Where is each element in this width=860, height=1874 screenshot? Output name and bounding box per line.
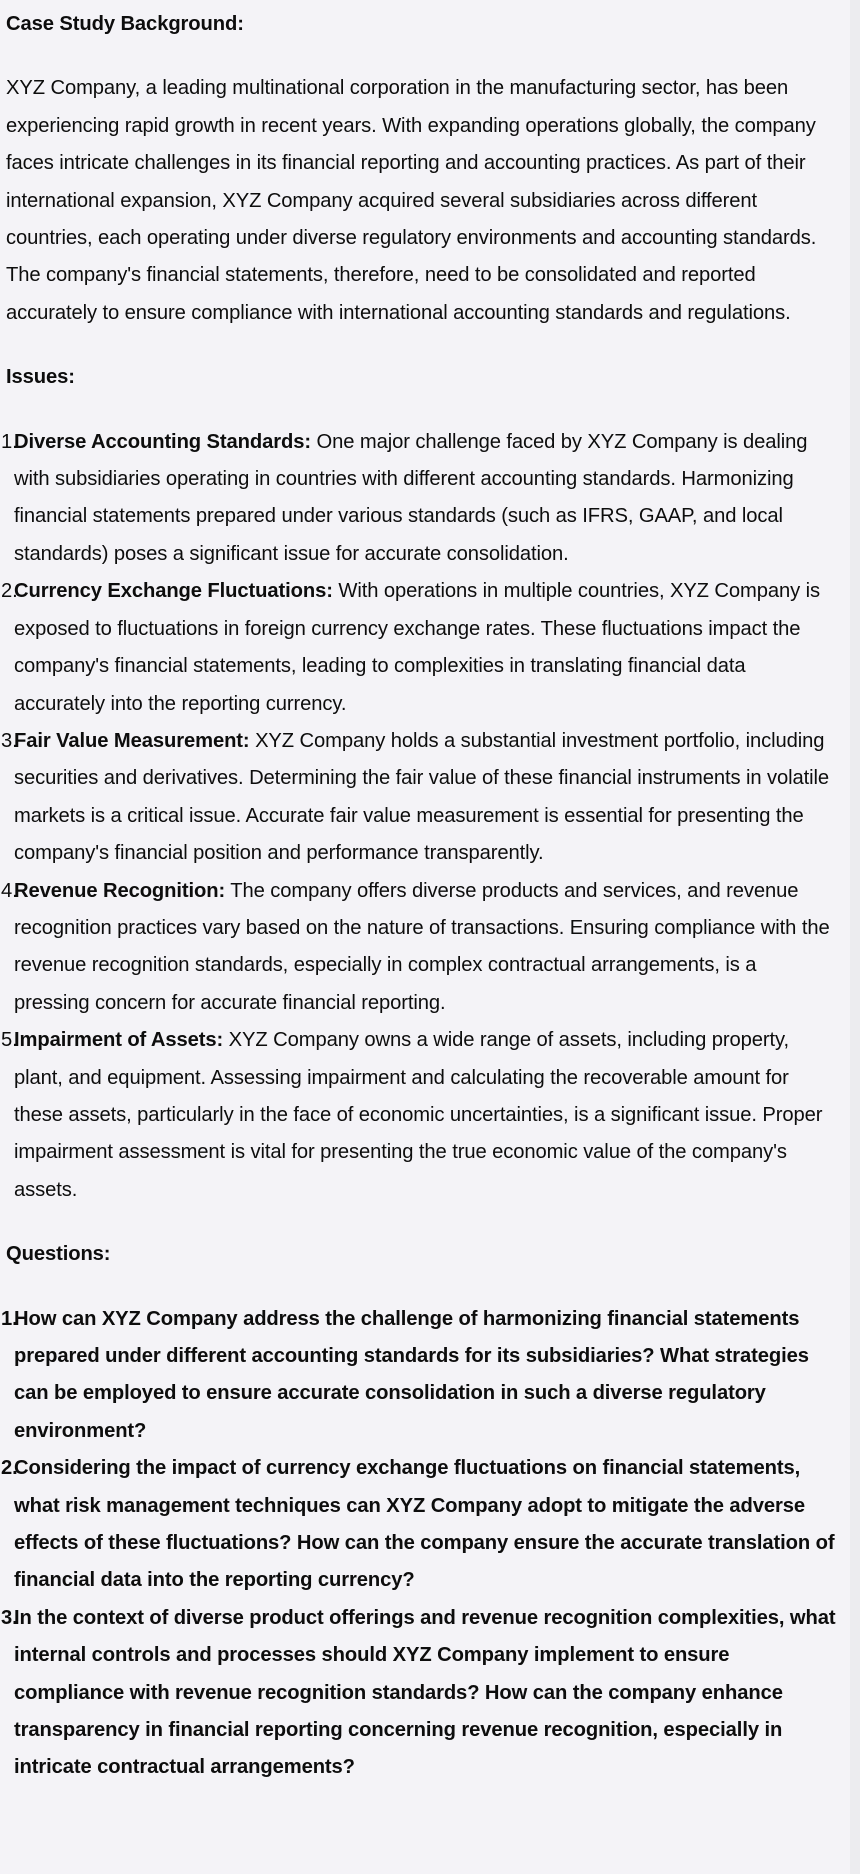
list-marker: 5. (1, 1029, 18, 1052)
question-text: How can XYZ Company address the challenge of harmonizing financial statements prepared under different accounting standards for its subsidiaries? What strategies can be employed to ensure accurate consolidation in such a diverse regulatory environment? (14, 1307, 809, 1442)
issue-text: XYZ Company holds a substantial investment portfolio, including securities and derivatives. Determining the fair value of these financial instruments in volatile markets is a critical issue. Accurate fair value measurement is essential for presenting the company's financial position and performance transparently. (14, 729, 830, 865)
list-marker: 4. (1, 879, 18, 902)
list-marker: 2. (1, 580, 18, 603)
issue-title: Currency Exchange Fluctuations: (14, 580, 333, 603)
issue-title: Impairment of Assets: (14, 1029, 224, 1052)
issue-title: Revenue Recognition: (14, 879, 226, 902)
list-item (1, 723, 836, 873)
issue-text: One major challenge faced by XYZ Company is dealing with subsidiaries operating in countries with different accounting standards. Harmonizing financial statements prepared under various standards (such as IFRS, GAAP, and local standards) poses a significant issue for accurate consolidation. (14, 430, 808, 565)
question-text: In the context of diverse product offerings and revenue recognition complexities, what internal controls and processes should XYZ Company implement to ensure compliance with revenue recognition standards? How can the company enhance transparency in financial reporting concerning revenue recognition, especially in intricate contractual arrangements? (14, 1606, 836, 1779)
list-item (1, 573, 836, 723)
issue-text: With operations in multiple countries, XYZ Company is exposed to fluctuations in foreign currency exchange rates. These fluctuations impact the company's financial statements, leading to complexities in translating financial data accurately into the reporting currency. (14, 580, 821, 715)
issue-text: XYZ Company owns a wide range of assets, including property, plant, and equipment. Assessing impairment and calculating the recoverable amount for these assets, particularly in the face of economic uncertainties, is a significant issue. Proper impairment assessment is vital for presenting the true economic value of the company's assets. (14, 1029, 823, 1201)
list-marker: 3. (1, 729, 18, 752)
case-study-heading: Case Study Background: (6, 13, 244, 35)
list-item (1, 873, 836, 1023)
list-marker: 3. (1, 1606, 18, 1629)
list-item (1, 1022, 836, 1209)
list-item (1, 1450, 836, 1600)
questions-list (1, 1301, 836, 1787)
list-item (1, 1301, 836, 1451)
question-text: Considering the impact of currency exchange fluctuations on financial statements, what risk management techniques can XYZ Company adopt to mitigate the adverse effects of these fluctuations? How can the company ensure the accurate translation of financial data into the reporting currency? (14, 1457, 835, 1592)
scrollbar-track[interactable] (850, 0, 860, 1874)
questions-heading: Questions: (6, 1243, 111, 1266)
issue-title: Diverse Accounting Standards: (14, 430, 311, 453)
list-marker: 2. (1, 1457, 18, 1480)
issue-text: The company offers diverse products and services, and revenue recognition practices vary based on the nature of transactions. Ensuring compliance with the revenue recognition standards, especially in complex contractual arrangements, is a pressing concern for accurate financial reporting. (14, 879, 830, 1014)
case-study-paragraph: XYZ Company, a leading multinational corporation in the manufacturing sector, has been experiencing rapid growth in recent years. With expanding operations globally, the company faces intricate challenges in its financial reporting and accounting practices. As part of their international expansion, XYZ Company acquired several subsidiaries across different countries, each operating under diverse regulatory environments and accounting standards. The company's financial statements, therefore, need to be consolidated and reported accurately to ensure compliance with international accounting standards and regulations. (6, 77, 817, 324)
document-body (1, 0, 836, 1787)
list-marker: 1. (1, 430, 18, 453)
issue-title: Fair Value Measurement: (14, 729, 250, 752)
list-marker: 1. (1, 1307, 18, 1330)
list-item (1, 424, 836, 574)
issues-heading: Issues: (6, 366, 75, 389)
issues-list (1, 424, 836, 1210)
list-item (1, 1600, 836, 1787)
